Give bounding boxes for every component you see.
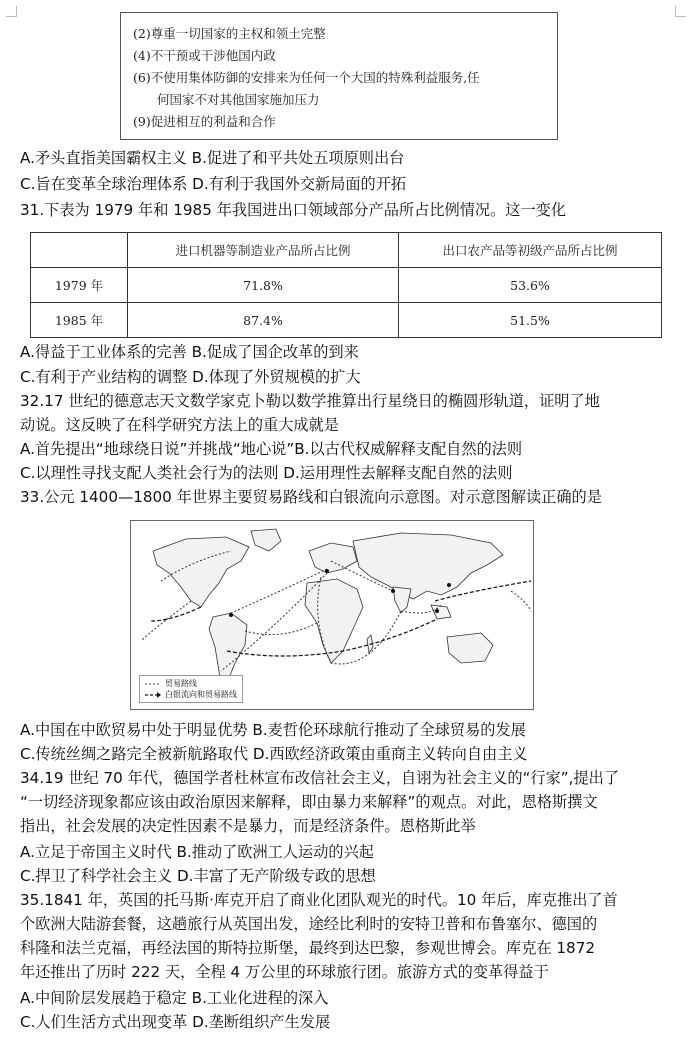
table-header-cell <box>31 233 128 268</box>
legend-label: 白银流向和贸易路线 <box>165 690 237 699</box>
arrow-line-icon <box>145 692 161 698</box>
dotted-line-icon <box>145 682 161 686</box>
silver-route <box>151 607 201 621</box>
q31-data-table <box>30 232 662 338</box>
landmass-southeast-asia <box>431 605 451 619</box>
q32-stem-line: 32.17 世纪的德意志天文数学家克卜勒以数学推算出行星绕日的椭圆形轨道，证明了地 <box>20 392 600 410</box>
q34-stem-line: 34.19 世纪 70 年代，德国学者杜林宣布改信社会主义，自诩为社会主义的“行家”,提出了 <box>20 769 620 787</box>
q33-option-line: A.中国在中欧贸易中处于明显优势 B.麦哲伦环球航行推动了全球贸易的发展 <box>20 721 526 739</box>
q35-stem-line: 个欧洲大陆游套餐，这趟旅行从英国出发，途经比利时的安特卫普和布鲁塞尔、德国的 <box>20 915 598 933</box>
page-corner-mark-left <box>6 6 17 17</box>
table-row <box>31 268 662 303</box>
table-header-cell: 出口农产品等初级产品所占比例 <box>399 233 662 268</box>
q35-option-line: C.人们生活方式出现变革 D.垄断组织产生发展 <box>20 1013 331 1031</box>
q35-stem-line: 35.1841 年，英国的托马斯·库克开启了商业化团队观光的时代。10 年后，库克推出了首 <box>20 891 618 909</box>
q31-option-line: A.得益于工业体系的完善 B.促成了国企改革的到来 <box>20 343 359 361</box>
q32-option-line: C.以理性寻找支配人类社会行为的法则 D.运用理性去解释支配自然的法则 <box>20 464 513 482</box>
trade-route-map <box>130 520 534 710</box>
port-marker <box>229 613 233 617</box>
quote-box <box>120 12 558 140</box>
landmass-asia <box>353 533 503 599</box>
port-marker <box>391 589 395 593</box>
trade-route <box>141 601 191 641</box>
table-header-cell: 进口机器等制造业产品所占比例 <box>128 233 399 268</box>
trade-route <box>511 591 531 611</box>
q31-option-line: C.有利于产业结构的调整 D.体现了外贸规模的扩大 <box>20 368 361 386</box>
table-cell: 53.6% <box>399 268 662 303</box>
q35-option-line: A.中间阶层发展趋于稳定 B.工业化进程的深入 <box>20 989 329 1007</box>
q35-stem-line: 科隆和法兰克福，再经法国的斯特拉斯堡，最终到达巴黎，参观世博会。库克在 1872 <box>20 939 596 957</box>
quote-item: (9)促进相互的利益和合作 <box>133 114 276 129</box>
q33-option-line: C.传统丝绸之路完全被新航路取代 D.西欧经济政策由重商主义转向自由主义 <box>20 745 528 763</box>
landmass-europe <box>309 543 357 573</box>
landmass-north-america <box>153 537 249 607</box>
quote-item: (2)尊重一切国家的主权和领土完整 <box>133 26 326 41</box>
landmass-india <box>393 587 411 613</box>
table-cell: 87.4% <box>128 303 399 338</box>
legend-item <box>145 689 237 700</box>
legend-item <box>145 678 237 689</box>
q32-option-line: A.首先提出“地球绕日说”并挑战“地心说”B.以古代权威解释支配自然的法则 <box>20 440 523 458</box>
landmass-africa <box>305 579 363 663</box>
port-marker <box>325 569 329 573</box>
q35-stem-line: 年还推出了历时 222 天，全程 4 万公里的环球旅行团。旅游方式的变革得益于 <box>20 963 549 981</box>
table-cell: 71.8% <box>128 268 399 303</box>
q33-stem: 33.公元 1400—1800 年世界主要贸易路线和白银流向示意图。对示意图解读正确的是 <box>20 488 602 506</box>
table-cell: 1985 年 <box>31 303 128 338</box>
q32-stem-line: 动说。这反映了在科学研究方法上的重大成就是 <box>20 416 339 434</box>
table-header-row <box>31 233 662 268</box>
q30-option-line: A.矛头直指美国霸权主义 B.促进了和平共处五项原则出台 <box>20 149 405 167</box>
legend-label: 贸易路线 <box>165 679 197 688</box>
quote-item: (4)不干预或干涉他国内政 <box>133 48 276 63</box>
port-marker <box>447 583 451 587</box>
page-corner-mark-right <box>675 6 686 17</box>
q30-option-line: C.旨在变革全球治理体系 D.有利于我国外交新局面的开拓 <box>20 175 407 193</box>
port-marker <box>435 609 439 613</box>
q34-option-line: A.立足于帝国主义时代 B.推动了欧洲工人运动的兴起 <box>20 843 374 861</box>
q34-stem-line: “一切经济现象都应该由政治原因来解释，即由暴力来解释”的观点。对此，恩格斯撰文 <box>20 793 598 811</box>
landmass-australia <box>447 633 493 663</box>
trade-route <box>245 623 317 635</box>
map-legend <box>139 675 243 703</box>
q34-stem-line: 指出，社会发展的决定性因素不是暴力，而是经济条件。恩格斯此举 <box>20 817 476 835</box>
table-cell: 51.5% <box>399 303 662 338</box>
q31-stem: 31.下表为 1979 年和 1985 年我国进出口领域部分产品所占比例情况。这一变化 <box>20 201 567 219</box>
table-cell: 1979 年 <box>31 268 128 303</box>
table-row <box>31 303 662 338</box>
landmass-greenland <box>251 529 281 551</box>
q34-option-line: C.捍卫了科学社会主义 D.丰富了无产阶级专政的思想 <box>20 867 376 885</box>
quote-item: 何国家不对其他国家施加压力 <box>157 92 320 107</box>
quote-item: (6)不使用集体防御的安排来为任何一个大国的特殊利益服务,任 <box>133 70 480 85</box>
